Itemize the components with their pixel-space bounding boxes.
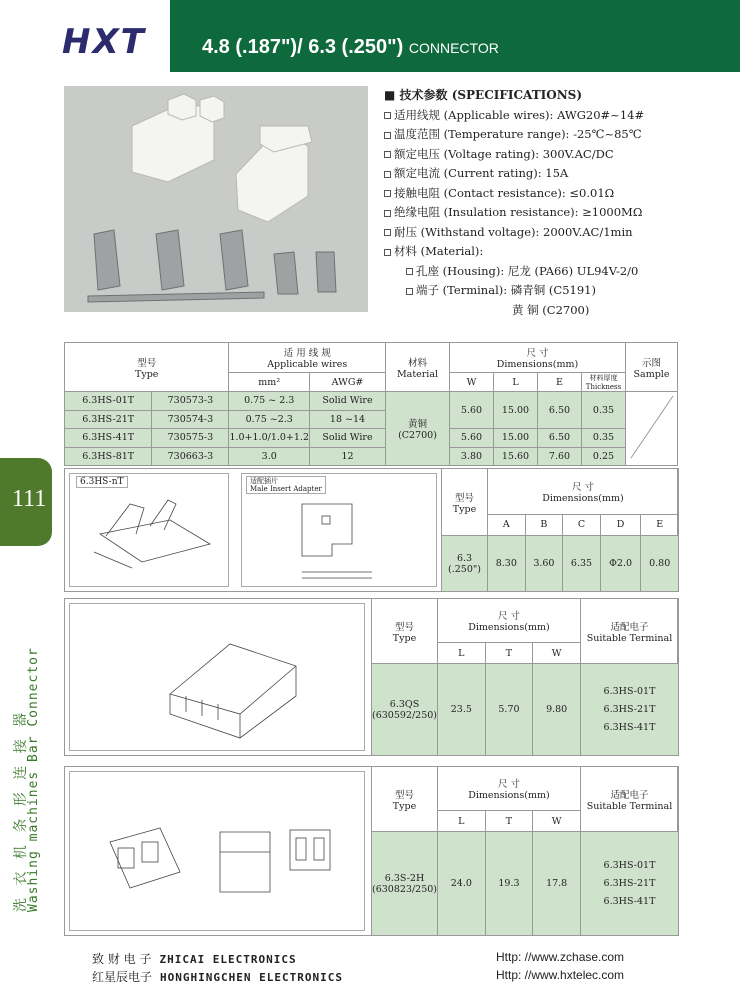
terminal-val: 6.3HS-21T [603, 877, 656, 889]
type-val: 6.3S-2H [384, 872, 425, 884]
th-term-cn: 适配电子 [610, 621, 649, 633]
table-row [442, 536, 679, 592]
spec-row [384, 262, 724, 282]
terminal-val: 6.3HS-21T [603, 703, 656, 715]
col-w: W [533, 811, 581, 832]
spec-text: 材料 (Material): [394, 244, 484, 258]
qs-drawing [69, 603, 365, 751]
cell: 9.80 [533, 664, 581, 756]
dims-table-4 [371, 766, 679, 936]
spec-row [384, 164, 724, 184]
th-type-cn: 型号 [454, 492, 474, 504]
checkbox-icon [384, 171, 391, 178]
mat-cn: 黄铜 [407, 419, 427, 430]
cell: 15.00 [494, 392, 538, 429]
cell: 6.50 [538, 429, 582, 448]
spec-text: 黄 铜 (C2700) [512, 302, 590, 317]
type-val2: (.250") [448, 563, 481, 575]
cell: 5.60 [450, 429, 494, 448]
section-6-3s-2h [64, 766, 678, 936]
table-row [65, 392, 678, 411]
th-term-en: Suitable Terminal [586, 632, 673, 644]
col-t: T [485, 643, 533, 664]
th-w: W [450, 373, 494, 392]
website-link[interactable]: Http: //www.hxtelec.com [496, 968, 625, 982]
th-type-en: Type [392, 632, 417, 644]
type-cell [372, 832, 438, 936]
product-photo [64, 86, 368, 312]
col-w: W [533, 643, 581, 664]
th-sample-cn: 示图 [641, 357, 661, 369]
th-mat-cn: 材料 [407, 357, 427, 369]
company-en: ZHICAI ELECTRONICS [159, 953, 297, 966]
cell: 5.60 [450, 392, 494, 429]
th-l: L [494, 373, 538, 392]
th-term-en: Suitable Terminal [586, 800, 673, 812]
adapter-label-en: Male Insert Adapter [250, 485, 322, 493]
company-en: HONGHINGCHEN ELECTRONICS [160, 971, 343, 984]
th-type [372, 599, 438, 664]
th-dim [488, 469, 679, 515]
th-dim-en: Dimensions(mm) [496, 359, 579, 370]
section-terminal-dims [64, 468, 678, 592]
type-cell [372, 664, 438, 756]
section-6-3qs [64, 598, 678, 756]
cell: 0.35 [582, 392, 626, 429]
cell: 6.3HS-21T [65, 410, 152, 429]
spec-text: 额定电压 (Voltage rating): 300V.AC/DC [394, 146, 614, 161]
cell: 12 [310, 447, 386, 466]
cell: Solid Wire [310, 429, 386, 448]
checkbox-icon [384, 190, 391, 197]
cell: Solid Wire [310, 392, 386, 411]
cell: 3.80 [450, 447, 494, 466]
cell: 0.35 [582, 429, 626, 448]
th-term-cn: 适配电子 [610, 789, 649, 801]
spec-text: 额定电流 (Current rating): 15A [394, 166, 569, 180]
th-thk-cn: 材料厚度 [589, 374, 618, 382]
col-a: A [488, 514, 526, 535]
spec-row [384, 184, 724, 204]
th-mm2: mm² [229, 373, 310, 392]
side-caption-en [4, 647, 41, 912]
specs-heading-text: 技术参数 (SPECIFICATIONS) [399, 88, 583, 102]
th-type-cn: 型号 [395, 621, 415, 633]
cell: 8.30 [488, 536, 526, 592]
type-val2: (630592/250) [372, 709, 438, 721]
title-bar [170, 0, 740, 72]
th-e: E [538, 373, 582, 392]
th-dim-en: Dimensions(mm) [468, 790, 550, 802]
checkbox-icon [384, 151, 391, 158]
title-sub: CONNECTOR [408, 40, 499, 56]
cell: 3.60 [525, 536, 563, 592]
terminal-val: 6.3HS-41T [603, 721, 656, 733]
th-type-en: Type [135, 368, 159, 380]
cell: 730663-3 [152, 447, 229, 466]
col-l: L [438, 811, 486, 832]
th-dim-en: Dimensions(mm) [542, 492, 624, 504]
cell: 730574-3 [152, 410, 229, 429]
col-b: B [525, 514, 563, 535]
terminal-val: 6.3HS-01T [603, 859, 656, 871]
th-dim-cn: 尺 寸 [497, 611, 521, 623]
col-c: C [563, 514, 601, 535]
checkbox-icon [384, 249, 391, 256]
cell: 6.3HS-41T [65, 429, 152, 448]
spec-text: 端子 (Terminal): 磷青铜 (C5191) [416, 283, 596, 297]
cell: 6.35 [563, 536, 601, 592]
cell: 7.60 [538, 447, 582, 466]
cell: 5.70 [485, 664, 533, 756]
title-main: 4.8 (.187")/ 6.3 (.250") [202, 36, 404, 58]
table-row [372, 664, 679, 756]
col-d: D [600, 514, 641, 535]
table-row [372, 832, 679, 936]
th-mat-en: Material [396, 368, 439, 380]
th-terminal [581, 599, 679, 664]
spec-row [384, 242, 724, 262]
cell: 6.3HS-81T [65, 447, 152, 466]
th-wires [229, 343, 386, 373]
checkbox-icon [384, 210, 391, 217]
type-cell [442, 536, 488, 592]
fig-label: 6.3HS-nT [76, 476, 128, 488]
th-wires-cn: 适 用 线 规 [283, 348, 331, 359]
spec-text: 孔座 (Housing): 尼龙 (PA66) UL94V-2/0 [416, 263, 639, 278]
checkbox-icon [384, 112, 391, 119]
adapter-drawing [241, 473, 437, 587]
terminal-drawing [69, 473, 229, 587]
adapter-label-cn: 适配插片 [250, 477, 278, 485]
spec-text: 耐压 (Withstand voltage): 2000V.AC/1min [394, 224, 633, 239]
terminals-cell [581, 832, 679, 936]
th-type-en: Type [452, 503, 477, 515]
cell: 15.00 [494, 429, 538, 448]
terminal-val: 6.3HS-01T [603, 685, 656, 697]
footer-company-2 [92, 968, 343, 985]
type-val: 6.3 [456, 552, 473, 564]
page-number: 111 [12, 486, 47, 512]
side-en-text: Washing machines Bar Connector [26, 647, 41, 912]
specs-heading: ■ 技术参数 (SPECIFICATIONS) [384, 88, 583, 102]
cell: 1.0+1.0/1.0+1.2 [229, 429, 310, 448]
th-type [372, 767, 438, 832]
cell: 730575-3 [152, 429, 229, 448]
col-l: L [438, 643, 486, 664]
col-t: T [485, 811, 533, 832]
logo-text: HXT [62, 22, 146, 62]
th-type-en: Type [392, 800, 417, 812]
checkbox-icon [384, 229, 391, 236]
spec-text: 适用线规 (Applicable wires): AWG20#~14# [394, 107, 645, 122]
spec-text: 绝缘电阻 (Insulation resistance): ≥1000MΩ [394, 205, 643, 219]
page-title [202, 36, 499, 59]
spec-text: 温度范围 (Temperature range): -25℃~85℃ [394, 127, 642, 141]
logo [0, 0, 170, 72]
th-type [65, 343, 229, 392]
th-thickness [582, 373, 626, 392]
dims-table-2 [441, 468, 679, 592]
cell: Φ2.0 [600, 536, 641, 592]
terminals-cell [581, 664, 679, 756]
th-dim-cn: 尺 寸 [497, 779, 521, 791]
spec-row [384, 145, 724, 165]
cell: 0.75 ~2.3 [229, 410, 310, 429]
mat-code: (C2700) [398, 430, 437, 441]
dims-table-3 [371, 598, 679, 756]
specifications [384, 86, 724, 320]
checkbox-icon [406, 288, 413, 295]
company-cn: 红星辰电子 [92, 970, 153, 984]
sample-cell [626, 392, 678, 466]
cell: 0.80 [641, 536, 679, 592]
cell: 6.3HS-01T [65, 392, 152, 411]
terminal-table [64, 342, 678, 466]
website-link[interactable]: Http: //www.zchase.com [496, 950, 625, 964]
th-dim-en: Dimensions(mm) [468, 622, 550, 634]
cell: 24.0 [438, 832, 486, 936]
spec-text: 接触电阻 (Contact resistance): ≤0.01Ω [394, 185, 615, 200]
page-number-tab [0, 458, 52, 546]
th-dim-cn: 尺 寸 [526, 348, 549, 359]
th-type-cn: 型号 [137, 357, 157, 369]
table-row [65, 447, 678, 466]
checkbox-icon [406, 268, 413, 275]
checkbox-icon [384, 132, 391, 139]
cell: 17.8 [533, 832, 581, 936]
cell: 0.25 [582, 447, 626, 466]
side-cn-text: 洗 衣 机 条 形 连 接 器 [13, 708, 29, 912]
spec-row [384, 125, 724, 145]
type-val2: (630823/250) [372, 883, 438, 895]
company-cn: 致 财 电 子 [92, 952, 152, 966]
th-terminal [581, 767, 679, 832]
type-val: 6.3QS [389, 698, 420, 710]
spec-row [384, 301, 724, 321]
cell: 19.3 [485, 832, 533, 936]
col-e: E [641, 514, 679, 535]
th-thk-en: Thickness [585, 383, 622, 391]
spec-row [384, 281, 724, 301]
cell: 730573-3 [152, 392, 229, 411]
cell: 15.60 [494, 447, 538, 466]
terminal-val: 6.3HS-41T [603, 895, 656, 907]
spec-row [384, 223, 724, 243]
cell: 23.5 [438, 664, 486, 756]
footer-company-1 [92, 950, 297, 967]
th-dim [438, 599, 581, 643]
cell: 3.0 [229, 447, 310, 466]
th-type-cn: 型号 [395, 789, 415, 801]
cell: 0.75 ~ 2.3 [229, 392, 310, 411]
table-row [65, 429, 678, 448]
page-header [0, 0, 740, 72]
cell: 18 ~14 [310, 410, 386, 429]
spec-row [384, 203, 724, 223]
th-dim [438, 767, 581, 811]
th-sample [626, 343, 678, 392]
cell: 6.50 [538, 392, 582, 429]
material-cell [386, 392, 450, 466]
th-awg: AWG# [310, 373, 386, 392]
th-dimensions [450, 343, 626, 373]
th-type [442, 469, 488, 536]
th-material [386, 343, 450, 392]
spec-row [384, 106, 724, 126]
s2h-drawing [69, 771, 365, 931]
th-dim-cn: 尺 寸 [571, 481, 595, 493]
th-sample-en: Sample [633, 368, 670, 380]
th-wires-en: Applicable wires [267, 359, 348, 370]
